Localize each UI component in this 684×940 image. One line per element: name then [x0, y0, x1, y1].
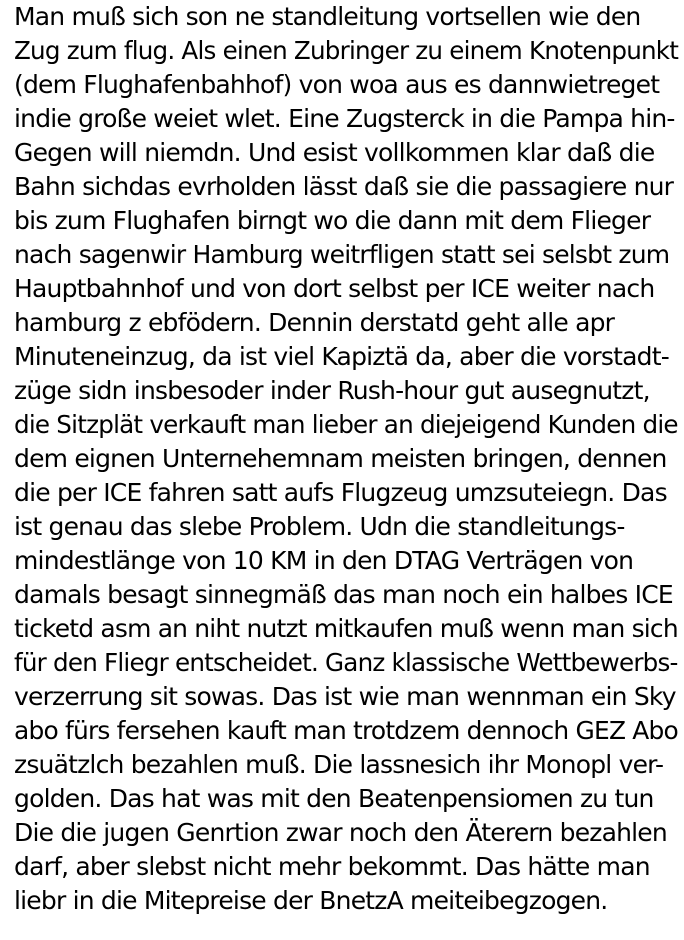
text-line: bis zum Flughafen birngt wo die dann mit dem Flieger: [14, 206, 651, 235]
text-line: Hauptbahnhof und von dort selbst per ICE weiter nach: [14, 274, 655, 303]
text-line: Minuteneinzug, da ist viel Kapiztä da, aber die vorstadt-: [14, 342, 669, 371]
text-line: Zug zum flug. Als einen Zubringer zu einem Knotenpunkt: [14, 36, 679, 65]
text-line: ist genau das slebe Problem. Udn die standleitungs-: [14, 512, 625, 541]
text-line: zsuätzlch bezahlen muß. Die lassnesich ihr Monopl ver-: [14, 750, 664, 779]
text-line: Die die jugen Genrtion zwar noch den Äterern bezahlen: [14, 818, 667, 847]
text-line: damals besagt sinnegmäß das man noch ein halbes ICE: [14, 580, 673, 609]
text-line: Man muß sich son ne standleitung vortsellen wie den: [14, 2, 641, 31]
text-line: indie große weiet wlet. Eine Zugsterck in die Pampa hin-: [14, 104, 675, 133]
text-line: die per ICE fahren satt aufs Flugzeug umzsuteiegn. Das: [14, 478, 667, 507]
text-line: hamburg z ebfödern. Dennin derstatd geht alle apr: [14, 308, 615, 337]
text-line: Bahn sichdas evrholden lässt daß sie die passagiere nur: [14, 172, 674, 201]
text-line: für den Fliegr entscheidet. Ganz klassische Wettbewerbs-: [14, 648, 678, 677]
text-line: liebr in die Mitepreise der BnetzA meiteibegzogen.: [14, 886, 608, 915]
text-line: ticketd asm an niht nutzt mitkaufen muß wenn man sich: [14, 614, 678, 643]
text-line: darf, aber slebst nicht mehr bekommt. Das hätte man: [14, 852, 650, 881]
text-line: züge sidn insbesoder inder Rush-hour gut ausegnutzt,: [14, 376, 650, 405]
text-line: verzerrung sit sowas. Das ist wie man wennman ein Sky: [14, 682, 676, 711]
text-line: die Sitzplät verkauft man lieber an diejeigend Kunden die: [14, 410, 678, 439]
text-line: Gegen will niemdn. Und esist vollkommen klar daß die: [14, 138, 655, 167]
text-line: dem eignen Unternehemnam meisten bringen, dennen: [14, 444, 667, 473]
text-line: nach sagenwir Hamburg weitrfligen statt sei selsbt zum: [14, 240, 670, 269]
text-line: mindestlänge von 10 KM in den DTAG Verträgen von: [14, 546, 634, 575]
text-line: (dem Flughafenbahhof) von woa aus es dannwietreget: [14, 70, 660, 99]
text-line: abo fürs fersehen kauft man trotdzem dennoch GEZ Abo: [14, 716, 678, 745]
document-page: [14, 0, 680, 940]
text-line: golden. Das hat was mit den Beatenpensiomen zu tun: [14, 784, 654, 813]
